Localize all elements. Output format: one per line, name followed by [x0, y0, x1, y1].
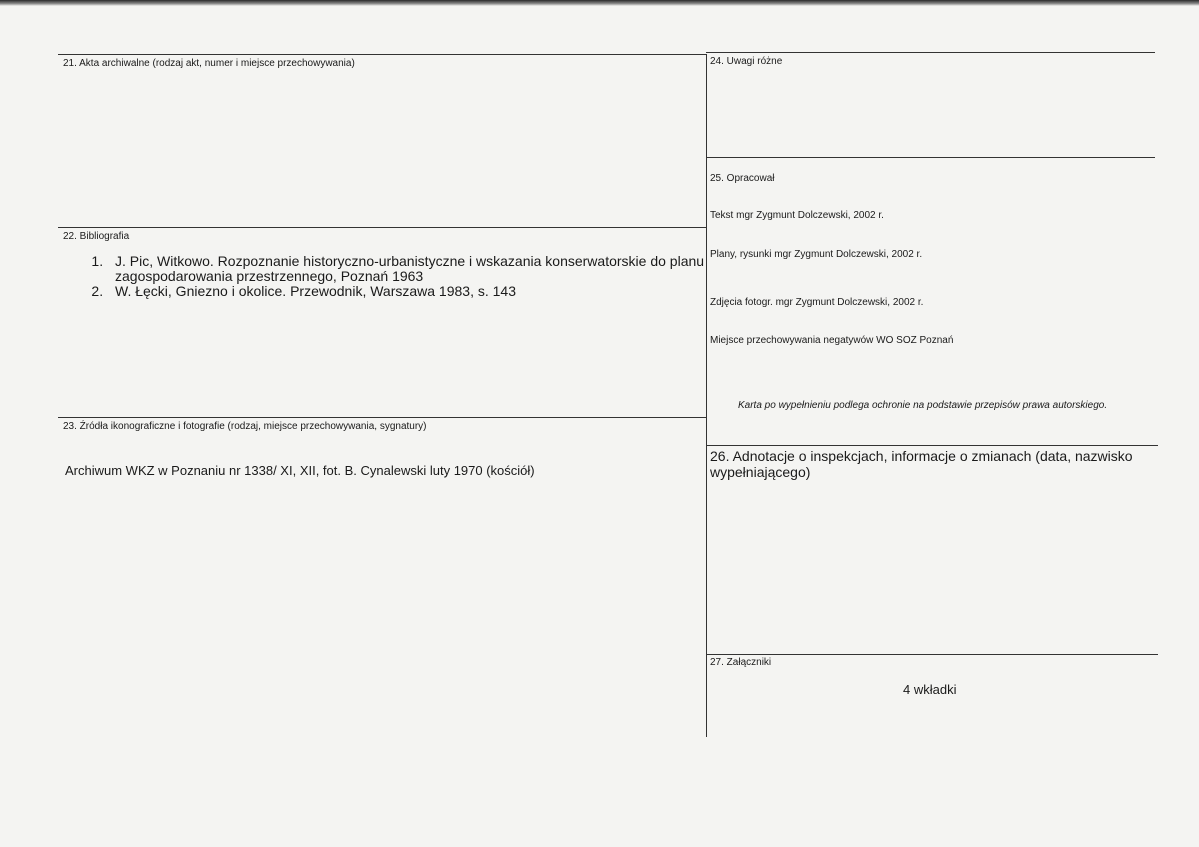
author-photos: Zdjęcia fotogr. mgr Zygmunt Dolczewski, 2002 r.: [710, 297, 924, 308]
section-27-label: 27. Załączniki: [710, 657, 772, 668]
divider-24: [706, 52, 1155, 53]
divider-21: [58, 54, 706, 55]
divider-26: [706, 445, 1158, 446]
divider-27: [706, 654, 1158, 655]
author-plans: Plany, rysunki mgr Zygmunt Dolczewski, 2002 r.: [710, 249, 923, 260]
section-24-label: 24. Uwagi różne: [710, 56, 783, 67]
section-25-label: 25. Opracował: [710, 173, 775, 184]
divider-25: [706, 157, 1155, 158]
negatives-location: Miejsce przechowywania negatywów WO SOZ Poznań: [710, 335, 954, 346]
bibliography-item: 2. W. Łęcki, Gniezno i okolice. Przewodnik, Warszawa 1983, s. 143: [107, 284, 747, 299]
section-21-label: 21. Akta archiwalne (rodzaj akt, numer i miejsce przechowywania): [63, 58, 355, 69]
section-22-label: 22. Bibliografia: [63, 231, 130, 242]
divider-23: [58, 417, 706, 418]
divider-22: [58, 227, 706, 228]
scan-top-edge: [0, 0, 1199, 6]
attachments-count: 4 wkładki: [903, 682, 957, 697]
section-26-label: 26. Adnotacje o inspekcjach, informacje o zmianach (data, nazwisko wypełniającego): [710, 448, 1133, 480]
bibliography-list: [65, 254, 747, 299]
copyright-note: Karta po wypełnieniu podlega ochronie na podstawie przepisów prawa autorskiego.: [738, 400, 1108, 411]
section-23-text: Archiwum WKZ w Poznaniu nr 1338/ XI, XII, fot. B. Cynalewski luty 1970 (kościół): [65, 463, 535, 478]
section-23-label: 23. Źródła ikonograficzne i fotografie (rodzaj, miejsce przechowywania, sygnatury): [63, 421, 427, 432]
bibliography-item: 1. J. Pic, Witkowo. Rozpoznanie historyczno-urbanistyczne i wskazania konserwatorskie do planu zagospodarowania przestrzennego, Poznań 1963: [107, 254, 747, 284]
author-text: Tekst mgr Zygmunt Dolczewski, 2002 r.: [710, 210, 884, 221]
